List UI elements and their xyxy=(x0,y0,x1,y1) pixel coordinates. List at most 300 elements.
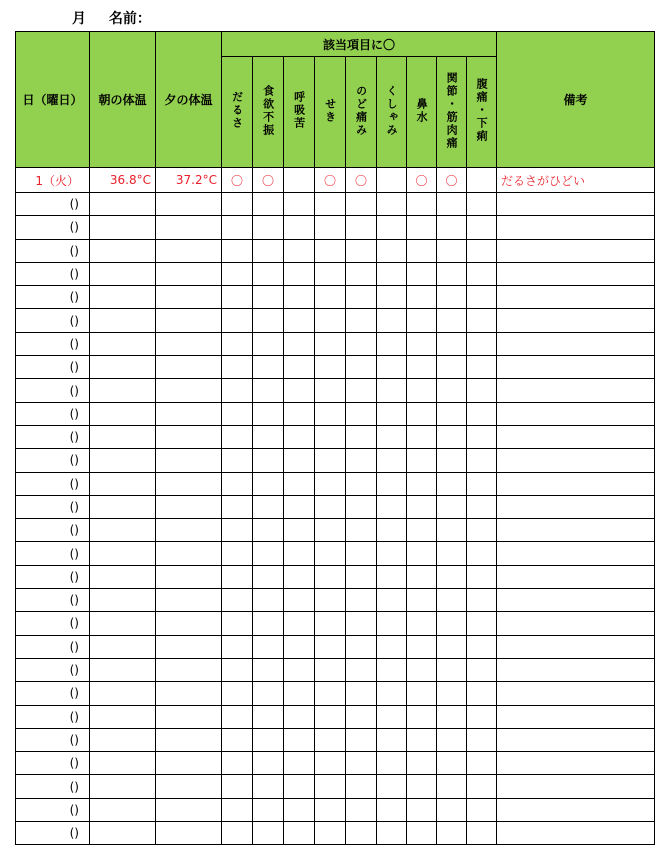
symptom-mark-cell[interactable] xyxy=(253,262,284,285)
symptom-mark-cell[interactable] xyxy=(467,216,497,239)
symptom-mark-cell[interactable] xyxy=(346,472,377,495)
symptom-mark-cell[interactable] xyxy=(346,798,377,821)
evening-temp-cell[interactable] xyxy=(156,193,222,216)
symptom-mark-cell[interactable] xyxy=(315,635,346,658)
symptom-mark-cell[interactable] xyxy=(467,379,497,402)
symptom-mark-cell[interactable] xyxy=(467,635,497,658)
symptom-mark-cell[interactable] xyxy=(377,425,407,448)
symptom-mark-cell[interactable] xyxy=(253,379,284,402)
symptom-mark-cell[interactable] xyxy=(467,752,497,775)
morning-temp-cell[interactable] xyxy=(90,495,156,518)
symptom-mark-cell[interactable] xyxy=(315,519,346,542)
symptom-mark-cell[interactable] xyxy=(437,798,467,821)
symptom-mark-cell[interactable] xyxy=(253,658,284,681)
symptom-mark-cell[interactable] xyxy=(284,705,315,728)
evening-temp-cell[interactable] xyxy=(156,822,222,845)
notes-cell[interactable] xyxy=(497,449,655,472)
symptom-mark-cell[interactable] xyxy=(467,449,497,472)
morning-temp-cell[interactable] xyxy=(90,589,156,612)
symptom-mark-cell[interactable] xyxy=(346,542,377,565)
evening-temp-cell[interactable] xyxy=(156,216,222,239)
symptom-mark-cell[interactable] xyxy=(284,286,315,309)
notes-cell[interactable] xyxy=(497,682,655,705)
symptom-mark-cell[interactable] xyxy=(346,589,377,612)
symptom-mark-cell[interactable] xyxy=(346,402,377,425)
morning-temp-cell[interactable] xyxy=(90,705,156,728)
symptom-mark-cell[interactable] xyxy=(437,332,467,355)
morning-temp-cell[interactable] xyxy=(90,682,156,705)
symptom-mark-cell[interactable] xyxy=(253,239,284,262)
evening-temp-cell[interactable] xyxy=(156,728,222,751)
symptom-mark-cell[interactable] xyxy=(437,449,467,472)
symptom-mark-cell[interactable] xyxy=(407,239,437,262)
symptom-mark-cell[interactable] xyxy=(346,286,377,309)
symptom-mark-cell[interactable] xyxy=(467,565,497,588)
evening-temp-cell[interactable] xyxy=(156,286,222,309)
notes-cell[interactable] xyxy=(497,612,655,635)
symptom-mark-cell[interactable] xyxy=(253,193,284,216)
notes-cell[interactable] xyxy=(497,542,655,565)
evening-temp-cell[interactable] xyxy=(156,635,222,658)
notes-cell[interactable] xyxy=(497,193,655,216)
symptom-mark-cell[interactable] xyxy=(346,822,377,845)
symptom-mark-cell[interactable] xyxy=(222,658,253,681)
symptom-mark-cell[interactable] xyxy=(437,356,467,379)
symptom-mark-cell[interactable] xyxy=(253,472,284,495)
symptom-mark-cell[interactable] xyxy=(407,425,437,448)
symptom-mark-cell[interactable] xyxy=(407,449,437,472)
symptom-mark-cell[interactable] xyxy=(407,356,437,379)
symptom-mark-cell[interactable] xyxy=(284,658,315,681)
symptom-mark-cell[interactable] xyxy=(284,798,315,821)
symptom-mark-cell[interactable] xyxy=(253,728,284,751)
symptom-mark-cell[interactable] xyxy=(284,612,315,635)
symptom-mark-cell[interactable] xyxy=(467,402,497,425)
symptom-mark-cell[interactable] xyxy=(437,752,467,775)
symptom-mark-cell[interactable] xyxy=(253,216,284,239)
symptom-mark-cell[interactable] xyxy=(222,425,253,448)
notes-cell[interactable] xyxy=(497,635,655,658)
symptom-mark-cell[interactable] xyxy=(467,193,497,216)
symptom-mark-cell[interactable] xyxy=(377,193,407,216)
morning-temp-cell[interactable] xyxy=(90,239,156,262)
symptom-mark-cell[interactable] xyxy=(407,286,437,309)
morning-temp-cell[interactable] xyxy=(90,425,156,448)
symptom-mark-cell[interactable] xyxy=(377,542,407,565)
symptom-mark-cell[interactable] xyxy=(284,356,315,379)
symptom-mark-cell[interactable] xyxy=(222,472,253,495)
morning-temp-cell[interactable] xyxy=(90,519,156,542)
symptom-mark-cell[interactable] xyxy=(346,239,377,262)
symptom-mark-cell[interactable] xyxy=(284,216,315,239)
symptom-mark-cell[interactable] xyxy=(467,775,497,798)
symptom-mark-cell[interactable] xyxy=(284,262,315,285)
symptom-mark-cell[interactable] xyxy=(467,658,497,681)
symptom-mark-cell[interactable] xyxy=(377,239,407,262)
symptom-mark-cell[interactable] xyxy=(253,449,284,472)
symptom-mark-cell[interactable] xyxy=(284,635,315,658)
symptom-mark-cell[interactable] xyxy=(467,239,497,262)
symptom-mark-cell[interactable] xyxy=(315,728,346,751)
symptom-mark-cell[interactable] xyxy=(284,402,315,425)
symptom-mark-cell[interactable] xyxy=(315,752,346,775)
symptom-mark-cell[interactable] xyxy=(437,612,467,635)
notes-cell[interactable] xyxy=(497,356,655,379)
morning-temp-cell[interactable] xyxy=(90,565,156,588)
symptom-mark-cell[interactable] xyxy=(253,309,284,332)
symptom-mark-cell[interactable] xyxy=(315,565,346,588)
symptom-mark-cell[interactable] xyxy=(437,262,467,285)
symptom-mark-cell[interactable] xyxy=(407,472,437,495)
symptom-mark-cell[interactable] xyxy=(253,402,284,425)
evening-temp-cell[interactable] xyxy=(156,495,222,518)
symptom-mark-cell[interactable] xyxy=(377,309,407,332)
symptom-mark-cell[interactable] xyxy=(222,495,253,518)
notes-cell[interactable] xyxy=(497,565,655,588)
symptom-mark-cell[interactable] xyxy=(437,402,467,425)
symptom-mark-cell[interactable] xyxy=(315,495,346,518)
evening-temp-cell[interactable] xyxy=(156,309,222,332)
symptom-mark-cell[interactable] xyxy=(377,565,407,588)
symptom-mark-cell[interactable] xyxy=(346,193,377,216)
symptom-mark-cell[interactable] xyxy=(437,822,467,845)
symptom-mark-cell[interactable] xyxy=(437,565,467,588)
symptom-mark-cell[interactable] xyxy=(467,612,497,635)
symptom-mark-cell[interactable] xyxy=(437,379,467,402)
symptom-mark-cell[interactable] xyxy=(346,565,377,588)
symptom-mark-cell[interactable] xyxy=(315,822,346,845)
symptom-mark-cell[interactable] xyxy=(253,589,284,612)
symptom-mark-cell[interactable] xyxy=(346,449,377,472)
symptom-mark-cell[interactable] xyxy=(284,519,315,542)
symptom-mark-cell[interactable] xyxy=(377,635,407,658)
symptom-mark-cell[interactable] xyxy=(346,658,377,681)
morning-temp-cell[interactable] xyxy=(90,402,156,425)
symptom-mark-cell[interactable] xyxy=(407,309,437,332)
symptom-mark-cell[interactable] xyxy=(284,309,315,332)
symptom-mark-cell[interactable] xyxy=(315,798,346,821)
morning-temp-cell[interactable] xyxy=(90,658,156,681)
symptom-mark-cell[interactable] xyxy=(346,612,377,635)
symptom-mark-cell[interactable] xyxy=(253,705,284,728)
morning-temp-cell[interactable] xyxy=(90,728,156,751)
morning-temp-cell[interactable] xyxy=(90,216,156,239)
symptom-mark-cell[interactable] xyxy=(407,635,437,658)
symptom-mark-cell[interactable] xyxy=(284,425,315,448)
evening-temp-cell[interactable] xyxy=(156,402,222,425)
symptom-mark-cell[interactable] xyxy=(222,239,253,262)
symptom-mark-cell[interactable] xyxy=(407,822,437,845)
symptom-mark-cell[interactable] xyxy=(437,425,467,448)
notes-cell[interactable] xyxy=(497,309,655,332)
symptom-mark-cell[interactable] xyxy=(253,356,284,379)
symptom-mark-cell[interactable] xyxy=(407,658,437,681)
symptom-mark-cell[interactable] xyxy=(284,822,315,845)
symptom-mark-cell[interactable] xyxy=(407,752,437,775)
symptom-mark-cell[interactable] xyxy=(315,542,346,565)
symptom-mark-cell[interactable] xyxy=(253,822,284,845)
morning-temp-cell[interactable] xyxy=(90,286,156,309)
symptom-mark-cell[interactable] xyxy=(222,775,253,798)
notes-cell[interactable] xyxy=(497,495,655,518)
symptom-mark-cell[interactable] xyxy=(253,542,284,565)
symptom-mark-cell[interactable] xyxy=(315,262,346,285)
symptom-mark-cell[interactable] xyxy=(467,589,497,612)
symptom-mark-cell[interactable] xyxy=(284,472,315,495)
symptom-mark-cell[interactable] xyxy=(467,822,497,845)
symptom-mark-cell[interactable] xyxy=(437,658,467,681)
morning-temp-cell[interactable] xyxy=(90,612,156,635)
symptom-mark-cell[interactable] xyxy=(346,309,377,332)
symptom-mark-cell[interactable] xyxy=(222,332,253,355)
symptom-mark-cell[interactable] xyxy=(437,193,467,216)
symptom-mark-cell[interactable] xyxy=(253,286,284,309)
symptom-mark-cell[interactable] xyxy=(284,682,315,705)
symptom-mark-cell[interactable] xyxy=(407,542,437,565)
evening-temp-cell[interactable] xyxy=(156,379,222,402)
symptom-mark-cell[interactable] xyxy=(222,612,253,635)
symptom-mark-cell[interactable] xyxy=(407,682,437,705)
symptom-mark-cell[interactable] xyxy=(467,798,497,821)
evening-temp-cell[interactable] xyxy=(156,798,222,821)
symptom-mark-cell[interactable] xyxy=(222,565,253,588)
symptom-mark-cell[interactable] xyxy=(315,682,346,705)
symptom-mark-cell[interactable] xyxy=(346,705,377,728)
symptom-mark-cell[interactable] xyxy=(407,798,437,821)
symptom-mark-cell[interactable] xyxy=(253,798,284,821)
evening-temp-cell[interactable] xyxy=(156,682,222,705)
symptom-mark-cell[interactable] xyxy=(253,332,284,355)
symptom-mark-cell[interactable] xyxy=(222,542,253,565)
symptom-mark-cell[interactable] xyxy=(346,519,377,542)
symptom-mark-cell[interactable] xyxy=(222,635,253,658)
symptom-mark-cell[interactable] xyxy=(253,612,284,635)
morning-temp-cell[interactable] xyxy=(90,542,156,565)
notes-cell[interactable] xyxy=(497,472,655,495)
symptom-mark-cell[interactable] xyxy=(284,239,315,262)
notes-cell[interactable] xyxy=(497,379,655,402)
symptom-mark-cell[interactable] xyxy=(253,495,284,518)
symptom-mark-cell[interactable] xyxy=(346,682,377,705)
morning-temp-cell[interactable] xyxy=(90,449,156,472)
symptom-mark-cell[interactable] xyxy=(467,495,497,518)
symptom-mark-cell[interactable] xyxy=(222,589,253,612)
symptom-mark-cell[interactable] xyxy=(284,449,315,472)
symptom-mark-cell[interactable] xyxy=(222,193,253,216)
symptom-mark-cell[interactable] xyxy=(222,286,253,309)
symptom-mark-cell[interactable] xyxy=(467,356,497,379)
symptom-mark-cell[interactable] xyxy=(284,193,315,216)
symptom-mark-cell[interactable] xyxy=(377,589,407,612)
symptom-mark-cell[interactable] xyxy=(437,472,467,495)
symptom-mark-cell[interactable] xyxy=(437,589,467,612)
symptom-mark-cell[interactable] xyxy=(253,425,284,448)
symptom-mark-cell[interactable] xyxy=(377,332,407,355)
symptom-mark-cell[interactable] xyxy=(222,822,253,845)
symptom-mark-cell[interactable] xyxy=(222,705,253,728)
symptom-mark-cell[interactable] xyxy=(284,589,315,612)
notes-cell[interactable] xyxy=(497,589,655,612)
evening-temp-cell[interactable] xyxy=(156,542,222,565)
evening-temp-cell[interactable] xyxy=(156,356,222,379)
symptom-mark-cell[interactable] xyxy=(467,286,497,309)
symptom-mark-cell[interactable] xyxy=(377,658,407,681)
symptom-mark-cell[interactable] xyxy=(437,239,467,262)
symptom-mark-cell[interactable] xyxy=(346,262,377,285)
morning-temp-cell[interactable] xyxy=(90,798,156,821)
symptom-mark-cell[interactable] xyxy=(222,356,253,379)
symptom-mark-cell[interactable] xyxy=(315,472,346,495)
notes-cell[interactable] xyxy=(497,216,655,239)
morning-temp-cell[interactable] xyxy=(90,379,156,402)
symptom-mark-cell[interactable] xyxy=(222,402,253,425)
symptom-mark-cell[interactable] xyxy=(284,495,315,518)
morning-temp-cell[interactable] xyxy=(90,775,156,798)
symptom-mark-cell[interactable] xyxy=(315,332,346,355)
notes-cell[interactable] xyxy=(497,658,655,681)
morning-temp-cell[interactable] xyxy=(90,332,156,355)
morning-temp-cell[interactable] xyxy=(90,822,156,845)
symptom-mark-cell[interactable] xyxy=(222,682,253,705)
symptom-mark-cell[interactable] xyxy=(437,542,467,565)
symptom-mark-cell[interactable] xyxy=(467,519,497,542)
morning-temp-cell[interactable] xyxy=(90,193,156,216)
symptom-mark-cell[interactable] xyxy=(377,402,407,425)
symptom-mark-cell[interactable] xyxy=(346,775,377,798)
symptom-mark-cell[interactable] xyxy=(346,425,377,448)
symptom-mark-cell[interactable] xyxy=(407,402,437,425)
symptom-mark-cell[interactable] xyxy=(315,286,346,309)
symptom-mark-cell[interactable] xyxy=(346,379,377,402)
symptom-mark-cell[interactable] xyxy=(315,612,346,635)
symptom-mark-cell[interactable] xyxy=(346,752,377,775)
evening-temp-cell[interactable] xyxy=(156,262,222,285)
symptom-mark-cell[interactable] xyxy=(315,309,346,332)
symptom-mark-cell[interactable] xyxy=(407,728,437,751)
evening-temp-cell[interactable] xyxy=(156,775,222,798)
symptom-mark-cell[interactable] xyxy=(315,402,346,425)
symptom-mark-cell[interactable] xyxy=(222,728,253,751)
symptom-mark-cell[interactable] xyxy=(284,565,315,588)
symptom-mark-cell[interactable] xyxy=(377,356,407,379)
symptom-mark-cell[interactable] xyxy=(467,262,497,285)
symptom-mark-cell[interactable] xyxy=(407,565,437,588)
symptom-mark-cell[interactable] xyxy=(315,589,346,612)
symptom-mark-cell[interactable] xyxy=(437,216,467,239)
symptom-mark-cell[interactable] xyxy=(407,216,437,239)
symptom-mark-cell[interactable] xyxy=(437,682,467,705)
symptom-mark-cell[interactable] xyxy=(377,216,407,239)
symptom-mark-cell[interactable] xyxy=(253,775,284,798)
notes-cell[interactable] xyxy=(497,425,655,448)
symptom-mark-cell[interactable] xyxy=(377,775,407,798)
symptom-mark-cell[interactable] xyxy=(222,309,253,332)
symptom-mark-cell[interactable] xyxy=(222,449,253,472)
evening-temp-cell[interactable] xyxy=(156,612,222,635)
evening-temp-cell[interactable] xyxy=(156,752,222,775)
notes-cell[interactable] xyxy=(497,752,655,775)
symptom-mark-cell[interactable] xyxy=(467,472,497,495)
evening-temp-cell[interactable] xyxy=(156,519,222,542)
symptom-mark-cell[interactable] xyxy=(377,449,407,472)
symptom-mark-cell[interactable] xyxy=(437,519,467,542)
notes-cell[interactable] xyxy=(497,728,655,751)
evening-temp-cell[interactable] xyxy=(156,449,222,472)
symptom-mark-cell[interactable] xyxy=(284,775,315,798)
symptom-mark-cell[interactable] xyxy=(467,332,497,355)
symptom-mark-cell[interactable] xyxy=(377,379,407,402)
symptom-mark-cell[interactable] xyxy=(407,379,437,402)
symptom-mark-cell[interactable] xyxy=(284,379,315,402)
symptom-mark-cell[interactable] xyxy=(377,682,407,705)
notes-cell[interactable] xyxy=(497,822,655,845)
evening-temp-cell[interactable] xyxy=(156,565,222,588)
symptom-mark-cell[interactable] xyxy=(346,728,377,751)
morning-temp-cell[interactable] xyxy=(90,356,156,379)
symptom-mark-cell[interactable] xyxy=(315,775,346,798)
symptom-mark-cell[interactable] xyxy=(467,728,497,751)
symptom-mark-cell[interactable] xyxy=(407,262,437,285)
symptom-mark-cell[interactable] xyxy=(377,798,407,821)
symptom-mark-cell[interactable] xyxy=(377,495,407,518)
evening-temp-cell[interactable] xyxy=(156,332,222,355)
symptom-mark-cell[interactable] xyxy=(467,542,497,565)
notes-cell[interactable] xyxy=(497,239,655,262)
morning-temp-cell[interactable] xyxy=(90,309,156,332)
evening-temp-cell[interactable] xyxy=(156,425,222,448)
notes-cell[interactable] xyxy=(497,402,655,425)
symptom-mark-cell[interactable] xyxy=(284,728,315,751)
symptom-mark-cell[interactable] xyxy=(377,262,407,285)
symptom-mark-cell[interactable] xyxy=(315,425,346,448)
symptom-mark-cell[interactable] xyxy=(253,565,284,588)
morning-temp-cell[interactable] xyxy=(90,262,156,285)
symptom-mark-cell[interactable] xyxy=(377,728,407,751)
symptom-mark-cell[interactable] xyxy=(407,705,437,728)
symptom-mark-cell[interactable] xyxy=(377,519,407,542)
notes-cell[interactable] xyxy=(497,705,655,728)
notes-cell[interactable] xyxy=(497,332,655,355)
symptom-mark-cell[interactable] xyxy=(253,635,284,658)
symptom-mark-cell[interactable] xyxy=(222,379,253,402)
evening-temp-cell[interactable] xyxy=(156,658,222,681)
evening-temp-cell[interactable] xyxy=(156,472,222,495)
symptom-mark-cell[interactable] xyxy=(346,216,377,239)
symptom-mark-cell[interactable] xyxy=(437,728,467,751)
symptom-mark-cell[interactable] xyxy=(284,542,315,565)
symptom-mark-cell[interactable] xyxy=(315,193,346,216)
evening-temp-cell[interactable] xyxy=(156,589,222,612)
symptom-mark-cell[interactable] xyxy=(377,822,407,845)
symptom-mark-cell[interactable] xyxy=(222,752,253,775)
symptom-mark-cell[interactable] xyxy=(437,705,467,728)
symptom-mark-cell[interactable] xyxy=(315,705,346,728)
symptom-mark-cell[interactable] xyxy=(346,356,377,379)
symptom-mark-cell[interactable] xyxy=(407,495,437,518)
symptom-mark-cell[interactable] xyxy=(407,589,437,612)
notes-cell[interactable] xyxy=(497,262,655,285)
symptom-mark-cell[interactable] xyxy=(407,775,437,798)
symptom-mark-cell[interactable] xyxy=(437,635,467,658)
symptom-mark-cell[interactable] xyxy=(284,752,315,775)
symptom-mark-cell[interactable] xyxy=(346,495,377,518)
symptom-mark-cell[interactable] xyxy=(315,216,346,239)
symptom-mark-cell[interactable] xyxy=(315,449,346,472)
symptom-mark-cell[interactable] xyxy=(315,658,346,681)
symptom-mark-cell[interactable] xyxy=(346,332,377,355)
symptom-mark-cell[interactable] xyxy=(253,682,284,705)
symptom-mark-cell[interactable] xyxy=(407,612,437,635)
